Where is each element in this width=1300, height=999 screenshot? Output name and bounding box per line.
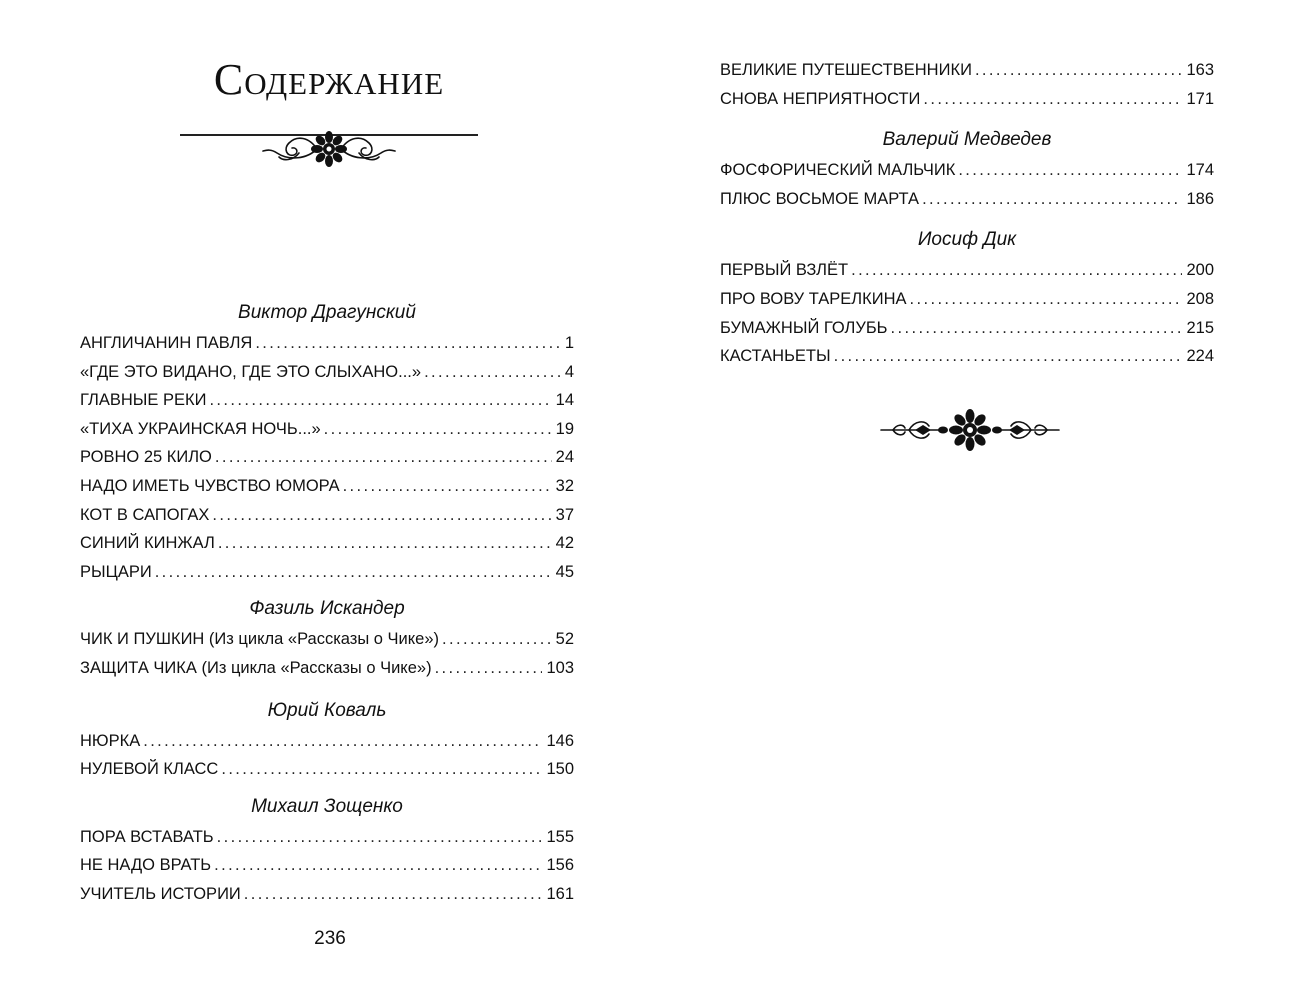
entry-title: НАДО ИМЕТЬ ЧУВСТВО ЮМОРА (80, 476, 340, 495)
entry-title: НУЛЕВОЙ КЛАСС (80, 760, 219, 779)
entry-page-number: 146 (546, 731, 574, 750)
toc-entry (720, 256, 1214, 285)
entry-title: ПРО ВОВУ ТАРЕЛКИНА (720, 289, 907, 308)
dot-leader (343, 472, 552, 501)
author-heading: Виктор Драгунский (238, 302, 416, 323)
dot-leader (958, 156, 1182, 185)
entry-title: ПОРА ВСТАВАТЬ (80, 827, 214, 846)
toc-entry (80, 625, 574, 654)
entry-page-number: 150 (546, 760, 574, 779)
dot-leader (218, 529, 552, 558)
dot-leader (214, 851, 542, 880)
dot-leader (155, 558, 552, 587)
entry-title: «ТИХА УКРАИНСКАЯ НОЧЬ...» (80, 419, 321, 438)
dot-leader (442, 625, 552, 654)
entry-page-number: 155 (546, 827, 574, 846)
entry-page-number: 45 (555, 562, 574, 581)
floral-scroll-ornament-icon (259, 129, 399, 169)
entry-title: ЗАЩИТА ЧИКА (Из цикла «Рассказы о Чике») (80, 658, 432, 677)
entry-page-number: 103 (546, 658, 574, 677)
entry-page-number: 37 (555, 505, 574, 524)
entry-page-number: 32 (555, 476, 574, 495)
entry-page-number: 14 (555, 391, 574, 410)
dot-leader (975, 56, 1183, 85)
toc-entry (720, 285, 1214, 314)
toc-entry (80, 851, 574, 880)
entry-page-number: 174 (1186, 161, 1214, 180)
toc-entry (720, 85, 1214, 114)
toc-entry (80, 472, 574, 501)
dot-leader (255, 329, 560, 358)
dot-leader (221, 755, 542, 784)
entry-title: ГЛАВНЫЕ РЕКИ (80, 391, 207, 410)
dot-leader (215, 443, 552, 472)
entry-title: ПЛЮС ВОСЬМОЕ МАРТА (720, 189, 920, 208)
entry-page-number: 200 (1186, 261, 1214, 280)
entry-page-number: 156 (546, 856, 574, 875)
entry-page-number: 215 (1186, 318, 1214, 337)
entry-title: НЮРКА (80, 731, 141, 750)
toc-entry (80, 558, 574, 587)
page-number: 236 (314, 928, 346, 949)
entry-page-number: 42 (555, 534, 574, 553)
entry-page-number: 52 (555, 630, 574, 649)
entry-title: ЧИК И ПУШКИН (Из цикла «Рассказы о Чике») (80, 630, 440, 649)
entry-title: БУМАЖНЫЙ ГОЛУБЬ (720, 318, 888, 337)
entry-title: НЕ НАДО ВРАТЬ (80, 856, 212, 875)
dot-leader (143, 727, 542, 756)
entry-page-number: 163 (1186, 61, 1214, 79)
entry-title: КАСТАНЬЕТЫ (720, 347, 831, 366)
entry-title: ФОСФОРИЧЕСКИЙ МАЛЬЧИК (720, 161, 956, 180)
entry-title: «ГДЕ ЭТО ВИДАНО, ГДЕ ЭТО СЛЫХАНО...» (80, 362, 422, 381)
dot-leader (217, 823, 543, 852)
dot-leader (324, 415, 552, 444)
toc-entry (80, 415, 574, 444)
toc-entry (720, 156, 1214, 185)
entry-page-number: 224 (1186, 347, 1214, 366)
dot-leader (834, 342, 1183, 371)
dot-leader (851, 256, 1182, 285)
entry-title: СНОВА НЕПРИЯТНОСТИ (720, 89, 921, 108)
author-heading: Иосиф Дик (917, 229, 1017, 251)
toc-entry (80, 654, 574, 683)
table-of-contents-right (720, 56, 1214, 371)
toc-entry (80, 529, 574, 558)
author-heading: Валерий Медведев (882, 129, 1052, 151)
dot-leader (910, 285, 1183, 314)
page-title: Содержание (213, 55, 445, 104)
floral-vine-ornament-icon (879, 408, 1061, 452)
author-heading: Михаил Зощенко (251, 795, 403, 817)
toc-entry (80, 501, 574, 530)
entry-page-number: 171 (1186, 89, 1214, 108)
entry-title: АНГЛИЧАНИН ПАВЛЯ (80, 334, 253, 352)
dot-leader (435, 654, 543, 683)
toc-entry (720, 342, 1214, 371)
entry-page-number: 1 (564, 334, 574, 352)
author-heading: Юрий Коваль (267, 699, 387, 721)
entry-title: РЫЦАРИ (80, 562, 152, 581)
author-heading: Фазиль Искандер (249, 598, 405, 620)
toc-entry (80, 358, 574, 387)
dot-leader (424, 358, 561, 387)
toc-entry (80, 755, 574, 784)
toc-entry (80, 727, 574, 756)
toc-entry (80, 880, 574, 909)
toc-entry (80, 823, 574, 852)
entry-title: КОТ В САПОГАХ (80, 505, 210, 524)
entry-page-number: 161 (546, 884, 574, 903)
entry-page-number: 208 (1186, 289, 1214, 308)
toc-entry (720, 314, 1214, 343)
entry-title: СИНИЙ КИНЖАЛ (80, 534, 215, 553)
dot-leader (891, 314, 1183, 343)
entry-page-number: 186 (1186, 189, 1214, 208)
toc-entry (720, 185, 1214, 214)
entry-title: ПЕРВЫЙ ВЗЛЁТ (720, 261, 849, 280)
dot-leader (212, 501, 551, 530)
entry-page-number: 19 (555, 419, 574, 438)
toc-entry (80, 329, 574, 358)
toc-entry (80, 386, 574, 415)
entry-title: УЧИТЕЛЬ ИСТОРИИ (80, 884, 241, 903)
table-of-contents-left (80, 296, 574, 909)
dot-leader (244, 880, 543, 909)
toc-entry (720, 56, 1214, 85)
right-page (650, 0, 1300, 999)
entry-title: РОВНО 25 КИЛО (80, 448, 212, 467)
dot-leader (923, 85, 1182, 114)
toc-entry (80, 443, 574, 472)
dot-leader (922, 185, 1182, 214)
entry-page-number: 24 (555, 448, 574, 467)
dot-leader (209, 386, 551, 415)
entry-title: ВЕЛИКИЕ ПУТЕШЕСТВЕННИКИ (720, 61, 972, 79)
entry-page-number: 4 (564, 362, 574, 381)
